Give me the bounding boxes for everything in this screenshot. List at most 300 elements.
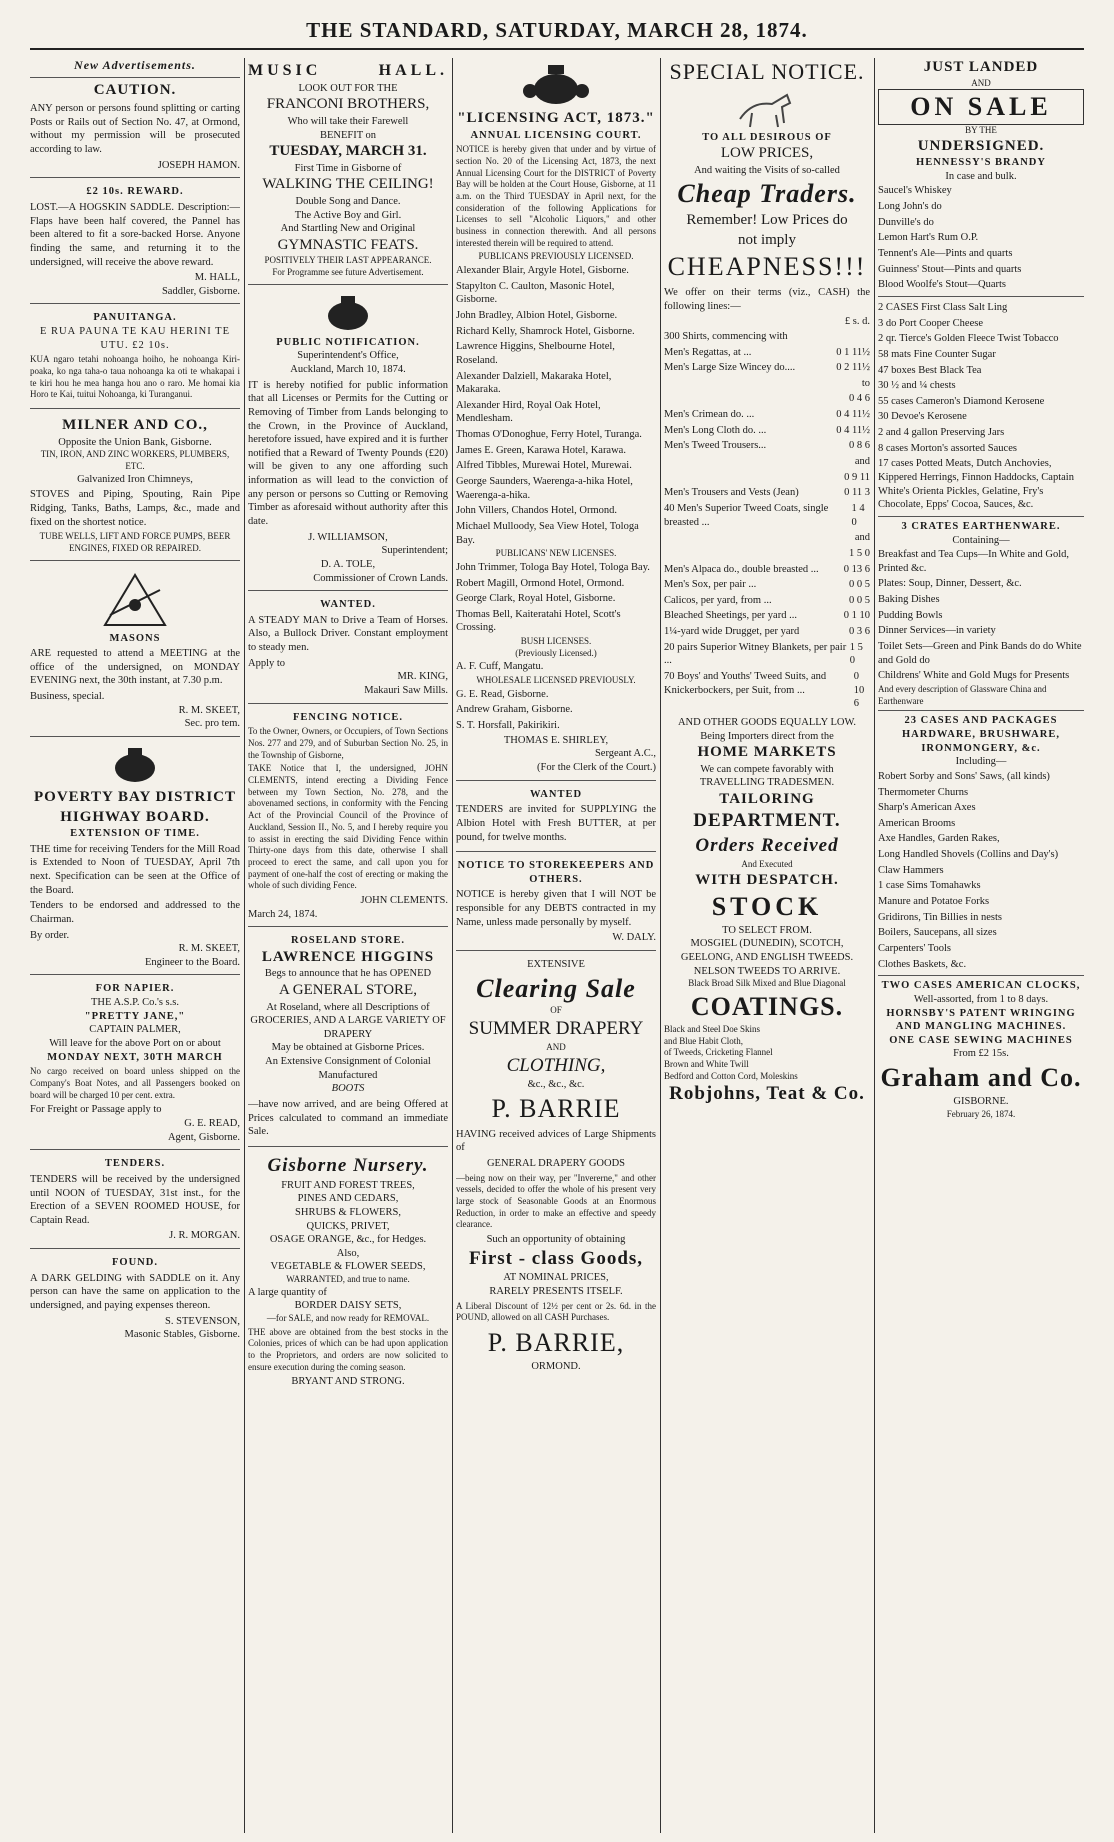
list-item: Gridirons, Tin Billies in nests [878,911,1002,923]
ad-signature: Engineer to the Board. [144,956,240,968]
price-item: 40 Men's Superior Tweed Coats, single breasted ... [664,502,829,528]
goods-list [878,769,1084,972]
ad-trade: TIN, IRON, AND ZINC WORKERS, PLUMBERS, ETC. [40,449,230,471]
crest-icon [313,294,383,334]
list-item: A. F. Cuff, Mangatu. [456,661,544,673]
ad-line: Will leave for the above Port on or about [49,1038,221,1049]
ad-line: GENERAL DRAPERY GOODS [486,1157,626,1169]
ad-line: Cheap Traders. [677,179,857,209]
list-item: Dunville's do [878,216,934,228]
licensing-ad [456,58,656,781]
panui-ad [30,308,240,409]
ad-signature: Graham and Co. [880,1063,1082,1093]
ad-line: For Freight or Passage apply to [30,1104,162,1116]
ad-signature: GISBORNE. [953,1095,1009,1107]
list-item: Pudding Bowls [878,609,943,621]
price-value: 0 11 3 [844,487,870,499]
price-value: 0 8 6 [849,440,870,452]
ad-line: The Active Boy and Girl. [294,209,402,221]
ad-line: 3 CRATES EARTHENWARE. [901,520,1061,532]
ad-line: TAILORING [719,790,815,807]
list-item: John Trimmer, Tologa Bay Hotel, Tologa Bay. [456,561,650,573]
ad-signature: Saddler, Gisborne. [161,285,240,297]
price-value: 0 10 6 [853,670,865,710]
ad-body: —have now arrived, and are being Offered at Prices calculated to command an immediate Sale. [248,1098,448,1138]
ad-line: We can compete favorably with [700,763,834,775]
list-heading: (Previously Licensed.) [515,647,597,658]
list-item: Blood Woolfe's Stout—Quarts [878,279,1007,291]
price-value: 0 3 6 [849,626,870,638]
list-heading: WHOLESALE LICENSED PREVIOUSLY. [476,675,636,686]
ad-line: BENEFIT on [319,129,377,141]
list-item: 8 cases Morton's assorted Sauces [878,442,1017,454]
ad-body: TAKE Notice that I, the undersigned, JOHN CLEMENTS, intend erecting a Dividing Fence between my Town Section, No. 278, and the abovenamed sections, in conformity with the Fencing Act of the Provincial Council of the Province of Auckland, Session II., No. 5, and I hereby require you to assist in erecting the said Dividing Fence within Thirty-one days from this date, otherwise I shall proceed to erect the same, and call upon you for payment of one-half the cost of erecting or making the whole of such dividing Fence. [248,763,448,891]
ad-signature: JOSEPH HAMON. [157,159,240,171]
list-item: Richard Kelly, Shamrock Hotel, Gisborne. [456,325,635,337]
ad-date: March 24, 1874. [248,908,318,920]
ad-body: —being now on their way, per "Invererne," and other vessels, decided to offer the whole of his present very large stock of Seasonable Goods at an Enormous Reduction, in order to make an effective and speedy clearance. [456,1172,656,1230]
ad-line: AT NOMINAL PRICES, [503,1272,609,1284]
price-item: Men's Regattas, at ... [664,346,752,358]
price-row [664,501,870,530]
list-item: Stapylton C. Caulton, Masonic Hotel, Gisborne. [456,280,615,306]
price-value: 0 13 6 [843,563,870,575]
ad-signature: Commissioner of Crown Lands. [313,572,448,584]
price-row [664,454,870,470]
ad-signature: (For the Clerk of the Court.) [537,761,656,773]
ad-line: In case and bulk. [945,170,1017,182]
list-item: Lawrence Higgins, Shelbourne Hotel, Roseland. [456,341,615,366]
ad-signature: J. R. MORGAN. [169,1230,240,1242]
price-row [664,669,870,712]
ad-signature: S. STEVENSON, [165,1315,240,1327]
list-item: Boilers, Saucepans, all sizes [878,927,997,939]
ad-line: Begs to announce that he has OPENED [264,968,432,980]
list-item: Long Handled Shovels (Collins and Day's) [878,849,1059,861]
ad-line: And Executed [741,858,793,869]
ad-title: WANTED. [320,599,376,611]
license-list [456,659,656,675]
ad-line: BY THE [965,124,997,135]
price-value: to [861,377,870,389]
list-item: George Saunders, Waerenga-a-hika Hotel, Waerenga-a-hika. [456,475,633,501]
ad-line: HOME MARKETS [697,744,837,761]
price-item: Men's Long Cloth do. ... [664,424,767,436]
ad-subtitle: EXTENSION OF TIME. [70,828,200,840]
ad-footer: TUBE WELLS, LIFT AND FORCE PUMPS, BEER ENGINES, FIXED OR REPAIRED. [39,531,231,553]
ad-date: February 26, 1874. [946,1108,1016,1119]
ad-line: TUESDAY, MARCH 31. [269,143,427,160]
ad-line: Such an opportunity of obtaining [486,1234,626,1246]
ad-title: MILNER AND CO., [62,417,208,434]
ad-signature: BRYANT AND STRONG. [291,1376,405,1388]
list-item: Sharp's American Axes [878,802,976,814]
reward-ad [30,182,240,304]
price-row [664,376,870,392]
ad-body: STOVES and Piping, Spouting, Rain Pipe Ridging, Tanks, Baths, Lamps, &c., made and fixed on the shortest notice. [30,489,240,528]
ad-signature: G. E. READ, [184,1117,240,1129]
list-item: Michael Mulloody, Sea View Hotel, Tologa Bay. [456,520,639,546]
list-item: Thomas O'Donoghue, Ferry Hotel, Turanga. [456,429,642,441]
ad-body: IT is hereby notified for public information that all Licenses or Permits for the Cutting or Removing of Timber from Lands belonging to the Crown, in the Province of Auckland, heretofore issued, have expired and it is further notified that a Reward of Twenty Pounds (£20) will be given to any one affording such information as will lead to the conviction of any person or persons so Cutting or Removing Timber as aforesaid without authority after this date. [248,379,448,527]
ad-title: MUSIC [248,62,322,79]
ad-line: VEGETABLE & FLOWER SEEDS, [270,1261,426,1273]
column-rule [244,58,245,1833]
ad-line: Containing— [952,534,1010,546]
ad-body: A DARK GELDING with SADDLE on it. Any person can have the same on application to the undersigned, and paying expenses thereon. [30,1272,240,1312]
price-item: 20 pairs Superior Witney Blankets, per pair ... [664,641,847,667]
list-item: Lemon Hart's Rum O.P. [878,232,979,244]
ad-body: A Liberal Discount of 12½ per cent or 2s. 6d. in the POUND, allowed on all CASH Purchases. [456,1300,656,1323]
ad-title: Gisborne Nursery. [267,1154,429,1176]
ad-line: SHRUBS & FLOWERS, [295,1206,401,1218]
ad-line: HORNSBY'S PATENT WRINGING AND MANGLING MACHINES. [886,1007,1076,1033]
highway-board-ad [30,741,240,975]
ad-line: AND OTHER GOODS EQUALLY LOW. [677,716,857,728]
ad-line: Apply to [248,657,286,669]
price-list [664,329,870,712]
ad-line: BOOTS [331,1083,365,1095]
ad-signature: J. WILLIAMSON, [308,531,388,543]
ad-line: of Tweeds, Cricketing Flannel [664,1047,773,1058]
section-heading: New Advertisements. [30,58,240,78]
price-value: 0 4 11½ [836,424,870,436]
ad-title: NOTICE TO STOREKEEPERS AND OTHERS. [457,860,655,885]
price-row [664,608,870,624]
ad-line: An Extensive Consignment of Colonial Manufactured [265,1056,431,1081]
ad-name: LAWRENCE HIGGINS [261,948,435,965]
roseland-store-ad [248,931,448,1147]
ad-line: Brown and White Twill [664,1058,749,1069]
ad-body: TENDERS will be received by the undersigned until NOON of TUESDAY, 31st inst., for the Erection of a SEVEN ROOMED HOUSE, for Captain Read. [30,1173,240,1226]
masonic-emblem-icon [90,570,180,630]
ad-line: Bedford and Cotton Cord, Moleskins [664,1070,798,1081]
list-item: American Brooms [878,817,956,829]
goods-list [878,183,1084,292]
ad-line: Double Song and Dance. [295,195,401,207]
ad-body: KUA ngaro tetahi nohoanga hoiho, he nohoanga Kiri-poaka, ko nga taha-o taua nohoanga ka oti te whakapai i te kiri hou he mea hanga hou ano o raro. Me homai kia Horo te Kai, tuitui Nohoanga, ki Turanganui. [30,354,240,400]
list-item: Plates: Soup, Dinner, Dessert, &c. [878,578,1022,590]
ad-line: FRANCONI BROTHERS, [266,96,430,113]
ad-line: May be obtained at Gisborne Prices. [271,1042,425,1054]
ad-title: ON SALE [878,89,1084,125]
ship-name: "PRETTY JANE," [84,1010,186,1022]
column-rule [660,58,661,1833]
public-notification-ad [248,289,448,592]
ad-subtitle: E RUA PAUNA TE KAU HERINI TE UTU. £2 10s. [40,326,230,351]
ad-line: OSAGE ORANGE, &c., for Hedges. [269,1234,427,1246]
music-hall-ad [248,58,448,285]
column-rule [874,58,875,1833]
price-row [664,391,870,407]
ad-line: For Programme see future Advertisement. [272,266,424,277]
ad-title: £2 10s. REWARD. [86,186,184,198]
gisborne-nursery-ad [248,1151,448,1394]
price-item: 300 Shirts, commencing with [664,330,788,342]
wanted-butter-ad [456,785,656,853]
list-item: Manure and Potatoe Forks [878,896,990,908]
ad-title: POVERTY BAY DISTRICT [33,789,236,806]
ad-line: TO ALL DESIROUS OF [702,131,832,143]
list-heading: PUBLICANS PREVIOUSLY LICENSED. [478,251,634,262]
masthead: THE STANDARD, SATURDAY, MARCH 28, 1874. [306,18,808,42]
ad-line: At Roseland, where all Descriptions of [266,1001,430,1013]
goods-list [878,547,1084,684]
column-rule [452,58,453,1833]
ad-signature: Superintendent; [381,545,448,557]
ad-signature: R. M. SKEET, [178,704,240,716]
price-item: 1¼-yard wide Drugget, per yard [664,626,800,638]
price-value: 0 2 11½ [836,362,870,374]
ad-line: RARELY PRESENTS ITSELF. [489,1285,623,1297]
price-value: 0 0 5 [849,579,870,591]
ad-line: Also, [336,1247,360,1259]
ad-line: First - class Goods, [468,1247,644,1269]
price-value: and [854,532,870,544]
ad-line: Including— [955,756,1007,768]
ad-signature: M. HALL, [194,272,240,284]
ad-title: Clearing Sale [476,973,636,1003]
list-item: Tennent's Ale—Pints and quarts [878,248,1013,260]
fencing-notice-ad [248,708,448,928]
price-row [664,640,870,669]
ad-body: HAVING received advices of Large Shipments of [456,1128,656,1154]
crest-icon [100,746,170,786]
list-item: Thermometer Churns [878,786,969,798]
ad-name: P. BARRIE [491,1093,621,1123]
ad-title: PUBLIC NOTIFICATION. [276,336,420,348]
price-row [664,345,870,361]
ad-line: QUICKS, PRIVET, [306,1220,390,1232]
list-item: Clothes Baskets, &c. [878,958,967,970]
ad-line: And waiting the Visits of so-called [694,164,840,176]
ad-line: CHEAPNESS!!! [667,252,867,282]
ad-address: To the Owner, Owners, or Occupiers, of Town Sections Nos. 277 and 279, and of Suburban Section No. 25, in the Township of Gisborne, [248,726,448,760]
ad-line: PINES AND CEDARS, [297,1193,399,1205]
price-item: Men's Tweed Trousers... [664,440,767,452]
list-item: Robert Magill, Ormond Hotel, Ormond. [456,577,625,589]
price-item: 70 Boys' and Youths' Tweed Suits, and Knickerbockers, per Suit, from ... [664,670,827,696]
list-item: 3 do Port Cooper Cheese [878,317,983,329]
ad-line: THE A.S.P. Co.'s s.s. [91,997,179,1009]
license-list [456,263,656,548]
list-item: 30 ½ and ¼ chests [878,380,956,392]
price-row [664,438,870,454]
list-item: Alexander Hird, Royal Oak Hotel, Mendlesham. [456,399,601,425]
ad-title: FOR NAPIER. [95,983,175,995]
ad-line: WARRANTED, and true to name. [286,1274,410,1285]
ad-line: A large quantity of [248,1286,327,1298]
ad-line: Who will take their Farewell [287,115,409,127]
ad-line: Orders Received [695,835,839,857]
list-item: Childrens' White and Gold Mugs for Presents [878,670,1070,682]
price-header: £ s. d. [844,316,870,328]
ad-line: COATINGS. [690,992,844,1022]
ad-note: Business, special. [30,691,105,703]
ad-line: AND [971,77,991,88]
ad-body: No cargo received on board unless shipped on the Company's Boat Notes, and all Passengers booked on board will be charged 10 per cent. extra. [30,1066,240,1100]
ad-body: TENDERS are invited for SUPPLYING the Albion Hotel with Fresh BUTTER, at per pound, for twelve months. [456,804,656,843]
ad-line: ONE CASE SEWING MACHINES [889,1034,1073,1046]
ad-line: TRAVELLING TRADESMEN. [699,777,835,789]
ad-signature: Masonic Stables, Gisborne. [124,1329,240,1341]
ad-line: Auckland, March 10, 1874. [290,363,406,375]
ad-line: NELSON TWEEDS TO ARRIVE. [693,965,841,977]
ad-line: WITH DESPATCH. [695,871,839,888]
ad-line: CLOTHING, [506,1054,606,1076]
list-item: 2 CASES First Class Salt Ling [878,301,1008,313]
list-item: Toilet Sets—Green and Pink Bands do do White and Gold do [878,641,1082,666]
price-item: Men's Large Size Wincey do.... [664,362,796,374]
list-heading: PUBLICANS' NEW LICENSES. [495,548,617,559]
price-value: 0 9 11 [844,471,870,483]
column-3 [456,58,656,1833]
list-item: 2 and 4 gallon Preserving Jars [878,427,1005,439]
price-item: Bleached Sheetings, per yard ... [664,610,797,622]
ad-date: MONDAY NEXT, 30TH MARCH [47,1051,223,1063]
ad-line: Remember! Low Prices do [686,212,848,229]
list-item: John Bradley, Albion Hotel, Gisborne. [456,309,618,321]
goods-list [878,300,1084,513]
list-item: Guinness' Stout—Pints and quarts [878,263,1022,275]
ad-signature: D. A. TOLE, [320,558,376,570]
ad-line: 23 CASES AND PACKAGES [904,715,1058,727]
royal-crest-icon [516,63,596,107]
ad-body: ARE requested to attend a MEETING at the office of the undersigned, on MONDAY EVENING next, the 30th instant, at 7.30 p.m. [30,648,240,687]
ad-title: CAUTION. [93,81,177,98]
price-value: 0 1 10 [843,610,870,622]
ad-body: A STEADY MAN to Drive a Team of Horses. Also, a Bullock Driver. Constant employment to steady men. [248,614,448,654]
tenders-ad [30,1154,240,1249]
ad-signature: ORMOND. [531,1360,581,1372]
ad-line: CAPTAIN PALMER, [89,1024,181,1036]
list-item: Robert Sorby and Sons' Saws, (all kinds) [878,770,1050,782]
list-item: Breakfast and Tea Cups—In White and Gold, Printed &c. [878,549,1070,574]
ad-body: THE time for receiving Tenders for the Mill Road is Extended to Noon of TUESDAY, April 7th next. Specification can be seen at the Office of the Board. [30,843,240,896]
price-value: and [854,456,870,468]
column-5 [878,58,1084,1833]
ad-line: And Startling New and Original [280,223,416,235]
ad-line: DEPARTMENT. [693,810,841,832]
ad-line: Well-assorted, from 1 to 8 days. [913,993,1049,1005]
list-item: George Clark, Royal Hotel, Gisborne. [456,593,616,605]
list-item: Axe Handles, Garden Rakes, [878,833,1000,845]
ad-line: POSITIVELY THEIR LAST APPEARANCE. [264,255,432,266]
list-item: 55 cases Cameron's Diamond Kerosene [878,395,1045,407]
ad-line: not imply [738,231,796,248]
list-item: Long John's do [878,201,942,213]
ad-line: GYMNASTIC FEATS. [277,236,419,253]
napier-ad [30,979,240,1150]
price-value: 0 1 11½ [836,346,870,358]
ad-signature: P. BARRIE, [487,1328,625,1357]
ad-line: HENNESSY'S BRANDY [916,157,1046,169]
price-row [664,470,870,486]
ad-line: &c., &c., &c. [527,1079,585,1091]
list-item: Andrew Graham, Gisborne. [456,704,573,716]
ad-title: "LICENSING ACT, 1873." [457,110,655,126]
ad-body: We offer on their terms (viz., CASH) the following lines:— [664,286,870,312]
ad-line: Being Importers direct from the [700,730,834,742]
list-item: Carpenters' Tools [878,942,951,954]
price-row [664,423,870,439]
ad-signature: Sergeant A.C., [594,748,656,760]
milner-ad [30,413,240,560]
list-item: 17 cases Potted Meats, Dutch Anchovies, Kippered Herrings, Finnon Haddocks, Captain White's Orienta Pickles, Gelatine, Fry's Chocolate, Epps' Cocoa, Sauces, &c. [878,458,1074,511]
list-item: Saucel's Whiskey [878,185,952,197]
ad-line: MOSGIEL (DUNEDIN), SCOTCH, GEELONG, AND ENGLISH TWEEDS. [680,938,854,964]
list-item: Claw Hammers [878,864,944,876]
ad-line: LOOK OUT FOR THE [298,82,398,94]
ad-signature: Robjohns, Teat & Co. [669,1083,865,1105]
ad-line: SUMMER DRAPERY [468,1018,644,1040]
price-value: 0 4 11½ [836,409,870,421]
ad-line: and Blue Habit Cloth, [664,1035,743,1046]
ad-signature: THOMAS E. SHIRLEY, [503,734,609,746]
price-item: Men's Alpaca do., double breasted ... [664,563,819,575]
ad-title: ROSELAND STORE. [290,935,405,947]
ad-line: From £2 15s. [953,1048,1009,1060]
ad-line: DRAPERY [323,1028,373,1040]
price-item: Men's Crimean do. ... [664,409,755,421]
ad-line: WALKING THE CEILING! [262,176,434,193]
ad-line: Superintendent's Office, [297,350,399,362]
price-row [664,624,870,640]
price-value: 1 5 0 [849,641,863,667]
price-value: 0 0 5 [849,594,870,606]
price-row [664,360,870,376]
ad-signature: MR. KING, [397,671,448,683]
ad-line: TO SELECT FROM. [722,924,812,936]
ad-signature: W. DALY. [612,932,656,944]
ad-line: Black Broad Silk Mixed and Blue Diagonal [688,978,846,989]
ad-line: LOW PRICES, [720,145,814,162]
ad-body: NOTICE is hereby given that I will NOT be responsible for any DEBTS contracted in my Name, unless made personally by myself. [456,889,656,928]
list-item: James E. Green, Karawa Hotel, Karawa. [456,444,626,456]
storekeepers-notice-ad [456,856,656,951]
ad-line: Galvanized Iron Chimneys, [77,473,193,485]
ad-address: Opposite the Union Bank, Gisborne. [58,436,212,448]
ad-line: TWO CASES AMERICAN CLOCKS, [881,980,1081,992]
ad-line: GROCERIES, AND A LARGE VARIETY OF [250,1015,446,1027]
ad-title: WANTED [529,788,583,800]
price-row [664,485,870,501]
ad-signature: Makauri Saw Mills. [364,685,448,697]
ad-body: LOST.—A HOGSKIN SADDLE. Description:—Flaps have been half covered, the Pannel has been altered to fit a sore-backed Horse. Anyone finding the same, and returning it to the undersigned, will receive the above reward. [30,201,240,268]
list-item: Alexander Blair, Argyle Hotel, Gisborne. [456,265,629,277]
list-item: 30 Devoe's Kerosene [878,411,967,423]
ad-signature: Agent, Gisborne. [167,1131,240,1143]
ad-line: OF [550,1005,562,1016]
ad-signature: JOHN CLEMENTS. [360,894,448,906]
ad-title: HALL. [378,62,448,79]
masons-ad [30,565,240,737]
ad-line: EXTENSIVE [527,959,585,971]
ad-line: First Time in Gisborne of [294,162,402,174]
ad-line: FRUIT AND FOREST TREES, [281,1179,415,1191]
list-heading: BUSH LICENSES. [520,636,592,647]
price-row [664,546,870,562]
ad-line: BORDER DAISY SETS, [294,1300,402,1312]
wanted-ad [248,595,448,703]
column-2 [248,58,448,1833]
ad-note: By order. [30,929,70,941]
ad-line: And every description of Glassware China and Earthenware [878,683,1047,706]
clearing-sale-ad [456,955,656,1378]
list-item: Dinner Services—in variety [878,625,996,637]
ad-title: PANUITANGA. [93,312,177,324]
license-list [456,560,656,636]
